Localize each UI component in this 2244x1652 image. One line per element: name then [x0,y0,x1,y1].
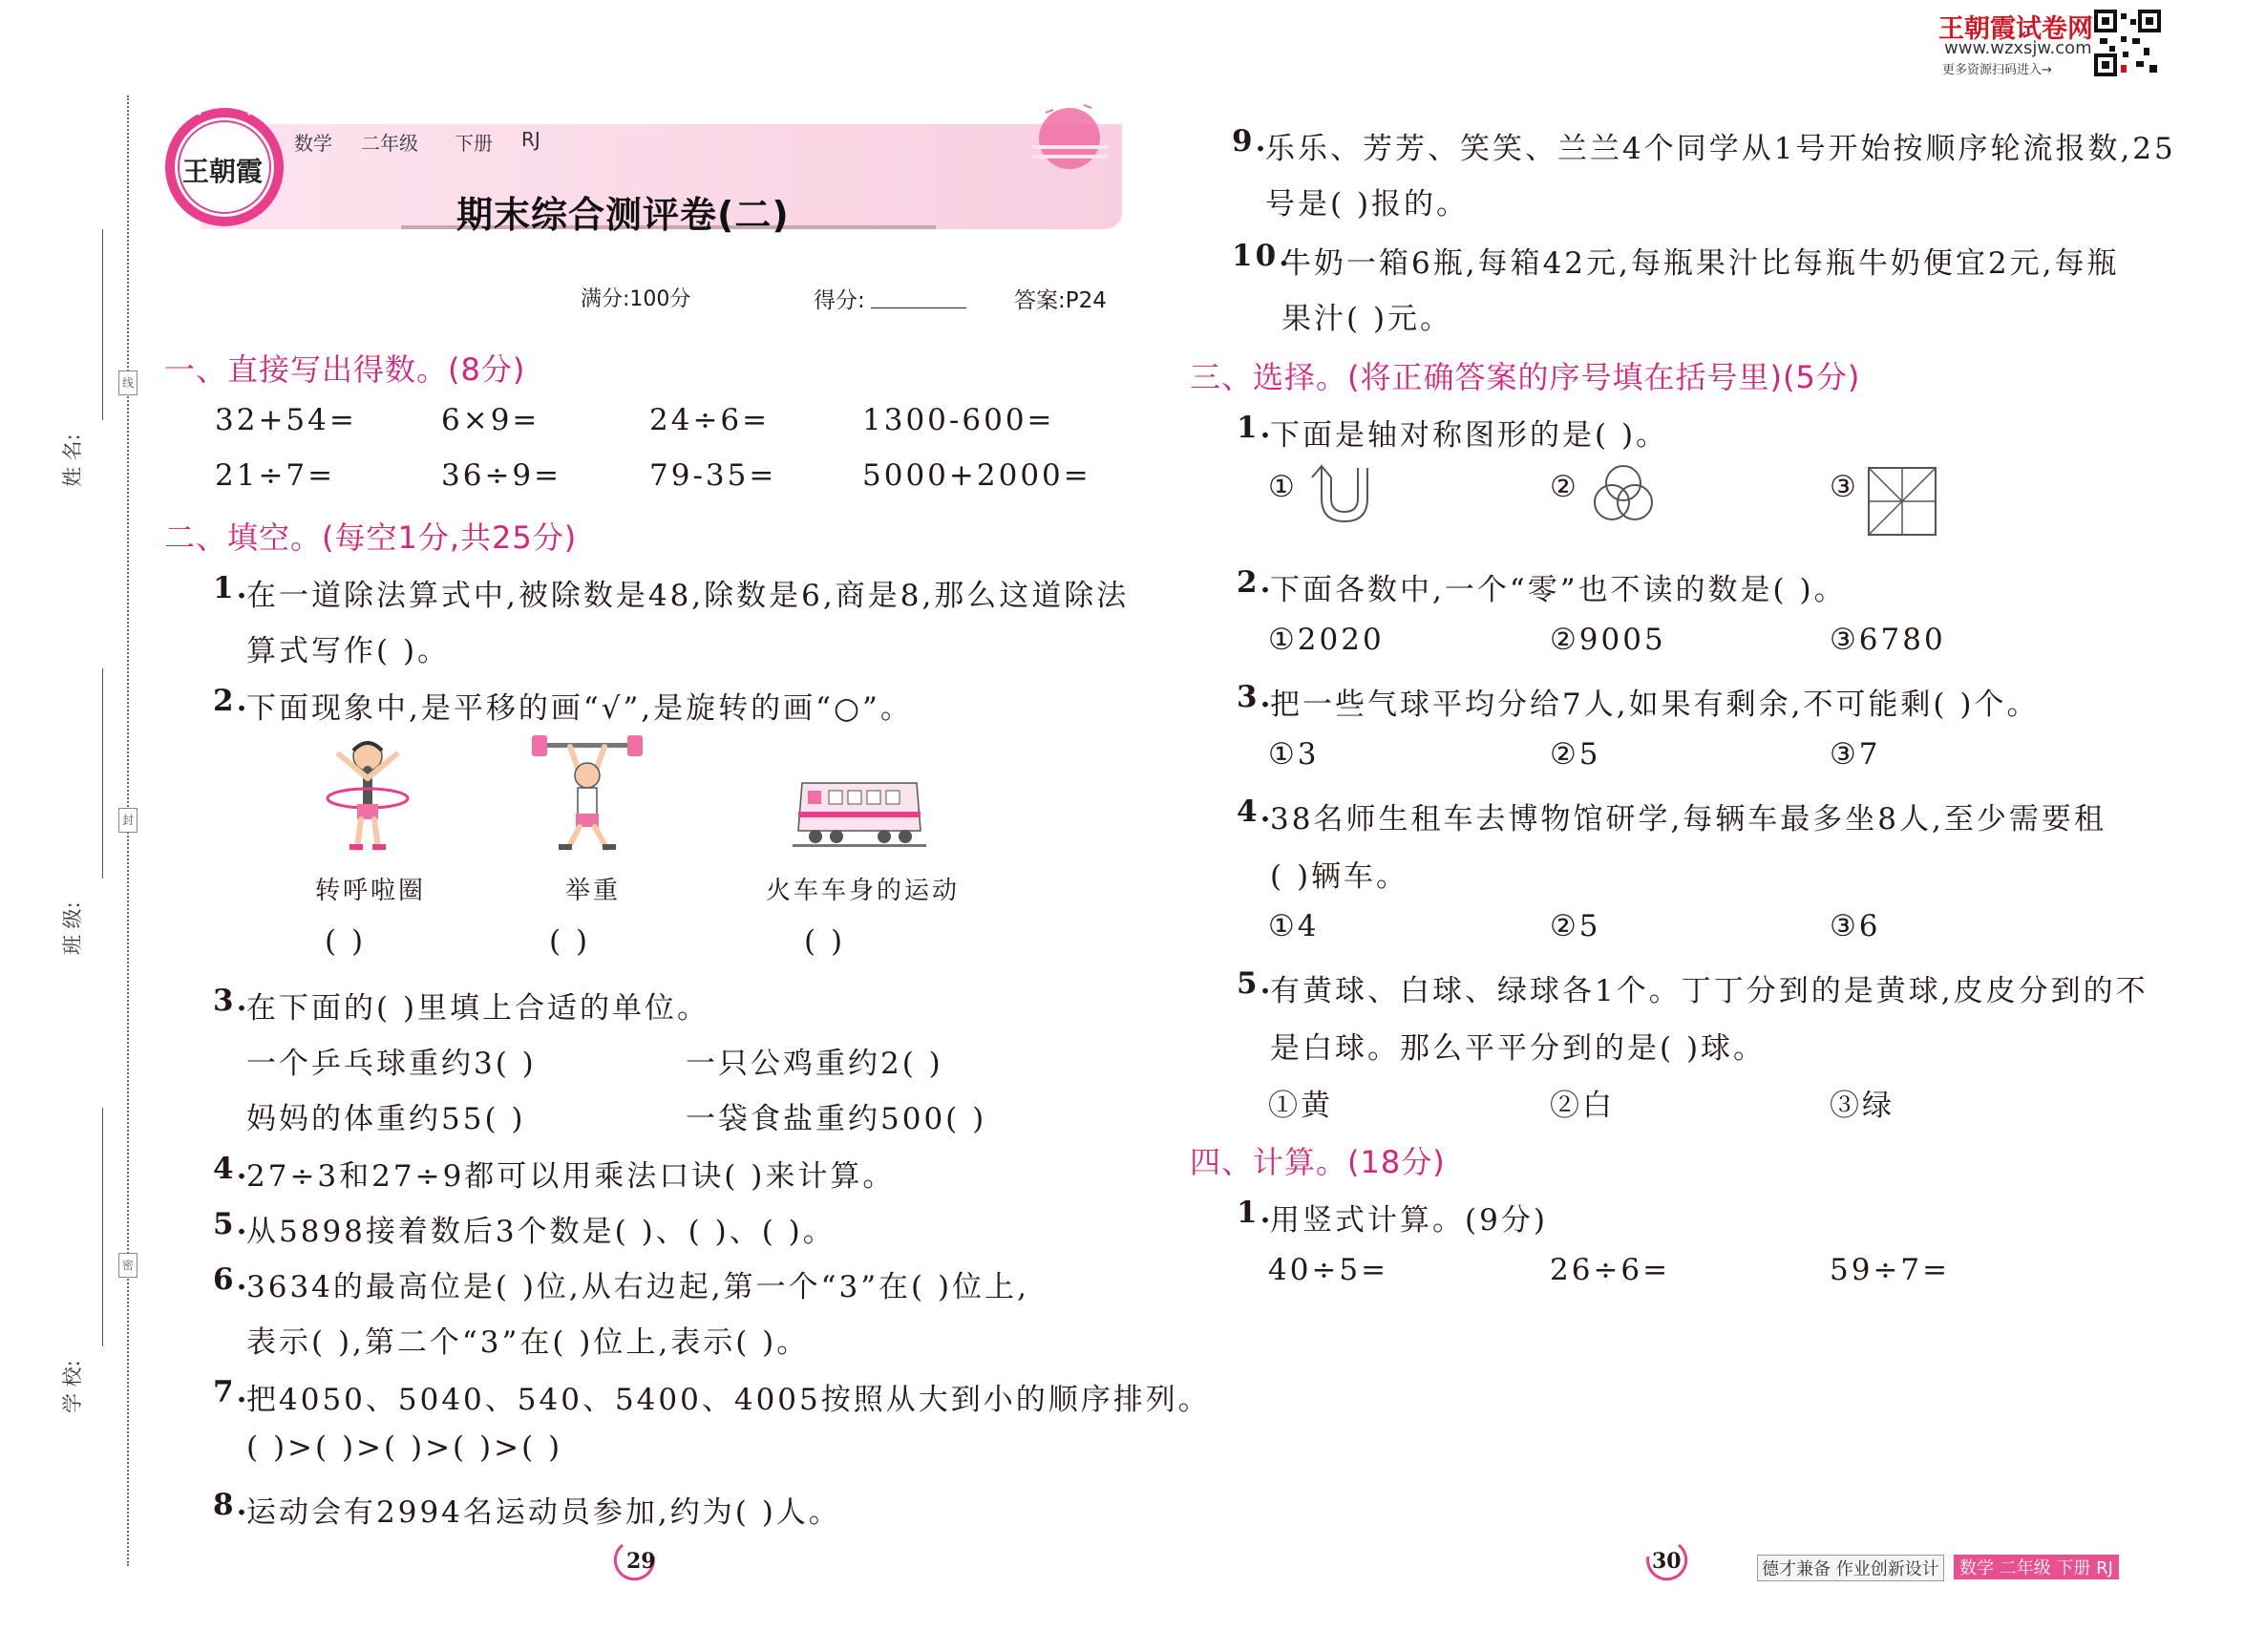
s3-q5-line1: 有黄球、白球、绿球各1个。丁丁分到的是黄球,皮皮分到的不 [1270,974,2149,1008]
section-4-title: 四、计算。(18分) [1190,1144,1446,1180]
s3-q2-opt-2[interactable]: ②9005 [1550,623,1666,657]
s3-q4-line1: 38名师生租车去博物馆研学,每辆车最多坐8人,至少需要租 [1270,802,2106,837]
s2-q10-line1: 牛奶一箱6瓶,每箱42元,每瓶果汁比每瓶牛奶便宜2元,每瓶 [1281,246,2120,281]
s3-q5-num: 5. [1237,966,1274,1001]
publisher-note: 更多资源扫码进入→ [1942,63,2052,77]
s3-q4-opt-3[interactable]: ③6 [1830,909,1881,943]
answer-ref: 答案:P24 [1014,288,1107,313]
s2-q9-num: 9. [1232,124,1269,159]
page-number-left: 29 [626,1549,656,1574]
s2-q5-num: 5. [213,1207,250,1241]
s3-q5-opt-1[interactable]: ①黄 [1268,1089,1333,1123]
s3-q4-line2: ( )辆车。 [1270,859,1409,894]
s4-q1-text: 用竖式计算。(9分) [1270,1203,1548,1238]
s2-q1-line2: 算式写作( )。 [246,634,451,668]
gutter-mark-top: 线 [118,371,138,395]
s3-q4-opt-1[interactable]: ①4 [1268,909,1320,943]
s2-q1-line1: 在一道除法算式中,被除数是48,除数是6,商是8,那么这道除法 [246,579,1130,613]
full-score: 满分:100分 [581,287,691,311]
logo-text: 王朝霞 [182,156,264,187]
caption-train: 火车车身的运动 [766,877,961,905]
trefoil-shape [1585,460,1662,527]
s2-q3-num: 3. [213,984,250,1018]
header-grade: 二年级 [361,132,418,155]
answer-blank-weightlifting[interactable]: ( ) [549,924,591,959]
page-number-right: 30 [1652,1549,1682,1574]
s3-q2-opt-1[interactable]: ①2020 [1268,623,1385,657]
s2-q2-num: 2. [213,684,250,718]
s2-q9-line1: 乐乐、芳芳、笑笑、兰兰4个同学从1号开始按顺序轮流报数,25 [1265,132,2176,166]
s3-q5-opt-3[interactable]: ③绿 [1830,1089,1895,1123]
s3-q4-num: 4. [1237,794,1274,829]
s2-q3-b: 一只公鸡重约2( ) [686,1047,943,1081]
s2-q3-text: 在下面的( )里填上合适的单位。 [246,991,710,1026]
s2-q7-num: 7. [213,1375,250,1409]
s3-q2-opt-3[interactable]: ③6780 [1830,623,1946,657]
gutter-line-bottom [102,1108,103,1346]
gutter-line-mid [102,668,103,879]
s1-r1-c4: 1300-600= [862,403,1055,437]
s2-q4-num: 4. [213,1152,250,1186]
s3-q3-opt-2[interactable]: ②5 [1550,737,1601,772]
s3-q1-text: 下面是轴对称图形的是( )。 [1270,418,1669,453]
header-edition: RJ [521,128,540,151]
s3-q5-line2: 是白球。那么平平分到的是( )球。 [1270,1031,1767,1066]
s2-q4-text: 27÷3和27÷9都可以用乘法口诀( )来计算。 [246,1159,896,1194]
weightlifting-boy-image [530,735,645,855]
s3-q3-num: 3. [1237,680,1274,714]
publisher-name: 王朝霞试卷网 [1938,14,2093,44]
s2-q3-d: 一袋食盐重约500( ) [686,1102,987,1136]
gutter-mark-bottom: 密 [118,1253,138,1278]
s3-q1-opt-3[interactable]: ③ [1830,470,1859,504]
s2-q3-a: 一个乒乓球重约3( ) [246,1047,537,1081]
caption-hula-hoop: 转呼啦圈 [315,877,427,905]
s3-q2-text: 下面各数中,一个“零”也不读的数是( )。 [1270,573,1847,607]
s4-q1-item-2: 26÷6= [1550,1253,1671,1287]
header-subject: 数学 [294,132,332,155]
s2-q8-text: 运动会有2994名运动员参加,约为( )人。 [246,1495,841,1530]
s3-q2-num: 2. [1237,565,1274,600]
qr-code [2094,10,2161,76]
s1-r2-c4: 5000+2000= [862,458,1091,493]
section-1-title: 一、直接写出得数。(8分) [164,351,526,388]
s2-q5-text: 从5898接着数后3个数是( )、( )、( )。 [246,1215,836,1249]
s2-q7-line1: 把4050、5040、540、5400、4005按照从大到小的顺序排列。 [246,1383,1211,1417]
s1-r2-c2: 36÷9= [441,458,562,493]
s2-q7-line2: ( )>( )>( )>( )>( ) [246,1430,563,1465]
hula-hoop-girl-image [315,735,420,855]
s3-q3-opt-3[interactable]: ③7 [1830,737,1881,772]
s1-r2-c1: 21÷7= [215,458,336,493]
sun-decoration [1027,95,1112,181]
answer-blank-hula-hoop[interactable]: ( ) [325,924,367,959]
s2-q10-line2: 果汁( )元。 [1281,302,1453,336]
s4-q1-num: 1. [1237,1196,1274,1230]
s2-q6-line2: 表示( ),第二个“3”在( )位上,表示( )。 [246,1325,810,1360]
gutter-line-top [102,229,103,420]
publisher-url: www.wzxsjw.com [1944,38,2092,58]
s2-q6-num: 6. [213,1262,250,1297]
s3-q3-text: 把一些气球平均分给7人,如果有剩余,不可能剩( )个。 [1270,688,2040,722]
s1-r1-c2: 6×9= [441,403,540,437]
s2-q9-line2: 号是( )报的。 [1265,187,1470,222]
s1-r1-c1: 32+54= [215,403,357,437]
header-volume: 下册 [455,132,493,155]
s2-q6-line1: 3634的最高位是( )位,从右边起,第一个“3”在( )位上, [246,1270,1029,1304]
score-label: 得分: [814,288,865,313]
gutter-class-label: 班 级: [61,901,84,955]
s1-r2-c3: 79-35= [649,458,777,493]
s3-q3-opt-1[interactable]: ①3 [1268,737,1320,772]
gutter-school-label: 学 校: [61,1360,84,1413]
section-2-title: 二、填空。(每空1分,共25分) [164,519,578,556]
s2-q1-num: 1. [213,571,250,605]
series-name: 德才兼备 作业创新设计 [1757,1555,1944,1581]
s3-q4-opt-2[interactable]: ②5 [1550,909,1601,943]
gutter-mark-mid: 封 [118,808,138,833]
gutter-name-label: 姓 名: [61,434,84,487]
answer-blank-train[interactable]: ( ) [804,924,846,959]
s2-q3-c: 妈妈的体重约55( ) [246,1102,526,1136]
s2-q2-text: 下面现象中,是平移的画“√”,是旋转的画“○”。 [246,691,913,726]
s3-q1-opt-2[interactable]: ② [1550,470,1579,504]
s3-q1-num: 1. [1237,411,1274,445]
train-image [793,764,926,850]
series-tag: 数学 二年级 下册 RJ [1954,1555,2119,1579]
s4-q1-item-3: 59÷7= [1830,1253,1951,1287]
s3-q5-opt-2[interactable]: ②白 [1550,1089,1615,1123]
caption-weightlifting: 举重 [565,877,622,905]
s1-r1-c3: 24÷6= [649,403,771,437]
s3-q1-opt-1[interactable]: ① [1268,470,1298,504]
page-title: 期末综合测评卷(二) [456,194,790,236]
s4-q1-item-1: 40÷5= [1268,1253,1389,1287]
pinwheel-shape [1867,466,1938,538]
u-arrow-shape [1304,460,1381,527]
s2-q8-num: 8. [213,1488,250,1522]
s2-q10-num: 10. [1232,239,1292,273]
section-3-title: 三、选择。(将正确答案的序号填在括号里)(5分) [1190,359,1861,395]
score-blank[interactable] [871,307,966,308]
